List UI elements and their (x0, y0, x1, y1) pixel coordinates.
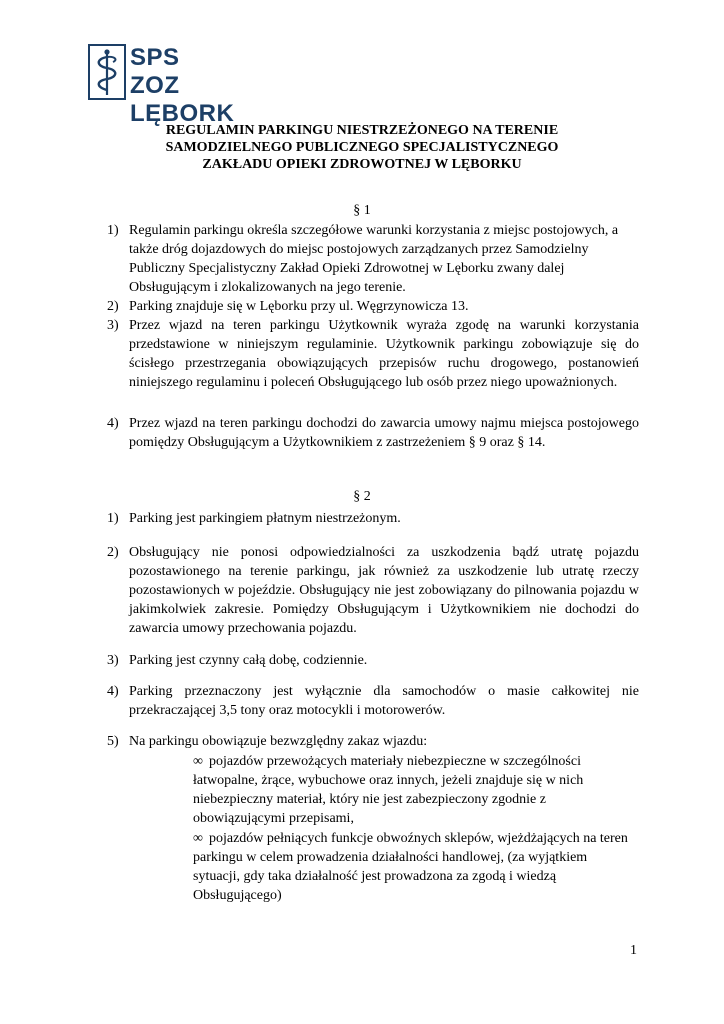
title-line-2: SAMODZIELNEGO PUBLICZNEGO SPECJALISTYCZNEGO (165, 140, 559, 155)
item-text: Regulamin parkingu określa szczegółowe warunki korzystania z miejsc postojowych, a także dróg dojazdowych do miejsc postojowych zarządzanych przez Samodzielny Publiczny Specjalistyczny Zakład Opieki Zdrowotnej w Lęborku zwany dalej Obsługującym i zlokalizowanych na jego terenie. (129, 223, 619, 295)
list-item (107, 414, 639, 452)
item-number: 4) (107, 416, 119, 431)
logo (88, 44, 235, 127)
item-number: 3) (107, 653, 119, 668)
item-text: Parking jest parkingiem płatnym niestrzeżonym. (129, 511, 401, 526)
logo-line-2: LĘBORK (130, 100, 235, 127)
list-item (107, 221, 639, 297)
item-number: 2) (107, 299, 119, 314)
list-item (107, 543, 639, 638)
item-number: 2) (107, 545, 119, 560)
item-number: 1) (107, 223, 119, 238)
item-text: Obsługujący nie ponosi odpowiedzialności za uszkodzenia bądź utratę pojazdu pozostawionego na terenie parkingu, jak również za uszkodzenie lub utratę rzeczy pozostawionych w pojeździe. Obsługujący nie jest zobowiązany do pilnowania pojazdu w jakimkolwiek zakresie. Pomiędzy Obsługującym i Użytkownikiem nie dochodzi do zawarcia umowy przechowania pojazdu. (129, 545, 639, 636)
item-text: Parking znajduje się w Lęborku przy ul. Węgrzynowicza 13. (129, 299, 469, 314)
logo-text (130, 44, 234, 128)
item-text: Na parkingu obowiązuje bezwzględny zakaz wjazdu: (129, 734, 428, 749)
item-number: 3) (107, 318, 119, 333)
item-number: 1) (107, 511, 119, 526)
section-2-heading: § 2 (353, 489, 371, 504)
document-title (60, 122, 664, 173)
title-line-3: ZAKŁADU OPIEKI ZDROWOTNEJ W LĘBORKU (202, 157, 522, 172)
list-item (107, 651, 639, 670)
infinity-bullet-icon: ∞ (193, 831, 203, 846)
section-1-heading: § 1 (353, 203, 371, 218)
sub-item-text: pojazdów przewożących materiały niebezpieczne w szczególności łatwopalne, żrące, wybuchowe oraz innych, jeżeli znajduje się w nich niebezpieczny materiał, który nie jest zabezpieczony zgodnie z obowiązującymi przepisami, (193, 754, 584, 826)
list-item (107, 297, 639, 316)
item-text: Parking przeznaczony jest wyłącznie dla samochodów o masie całkowitej nie przekraczającej 3,5 tony oraz motocykli i motorowerów. (129, 684, 639, 718)
item-text: Parking jest czynny całą dobę, codziennie. (129, 653, 368, 668)
list-item (107, 509, 639, 528)
title-line-1: REGULAMIN PARKINGU NIESTRZEŻONEGO NA TERENIE (165, 123, 559, 138)
sub-list-item (193, 829, 633, 905)
caduceus-icon (88, 44, 126, 100)
sub-list-item (193, 752, 633, 828)
list-item (107, 682, 639, 720)
logo-line-1: SPS ZOZ (130, 44, 180, 99)
item-number: 5) (107, 734, 119, 749)
item-text: Przez wjazd na teren parkingu Użytkownik wyraża zgodę na warunki korzystania przedstawione w niniejszym regulaminie. Użytkownik parkingu zobowiązuje się do ścisłego przestrzegania obowiązujących przepisów ruchu drogowego, postanowień niniejszego regulaminu i poleceń Obsługującego lub osób przez niego upoważnionych. (129, 318, 639, 390)
list-item (107, 316, 639, 392)
item-number: 4) (107, 684, 119, 699)
sub-item-text: pojazdów pełniących funkcje obwoźnych sklepów, wjeżdżających na teren parkingu w celem prowadzenia działalności handlowej, (za wyjątkiem sytuacji, gdy taka działalność jest prowadzona za zgodą i wiedzą Obsługującego) (193, 831, 628, 903)
infinity-bullet-icon: ∞ (193, 754, 203, 769)
page-number: 1 (630, 943, 637, 958)
item-text: Przez wjazd na teren parkingu dochodzi do zawarcia umowy najmu miejsca postojowego pomiędzy Obsługującym a Użytkownikiem z zastrzeżeniem § 9 oraz § 14. (129, 416, 639, 450)
list-item (107, 732, 639, 751)
